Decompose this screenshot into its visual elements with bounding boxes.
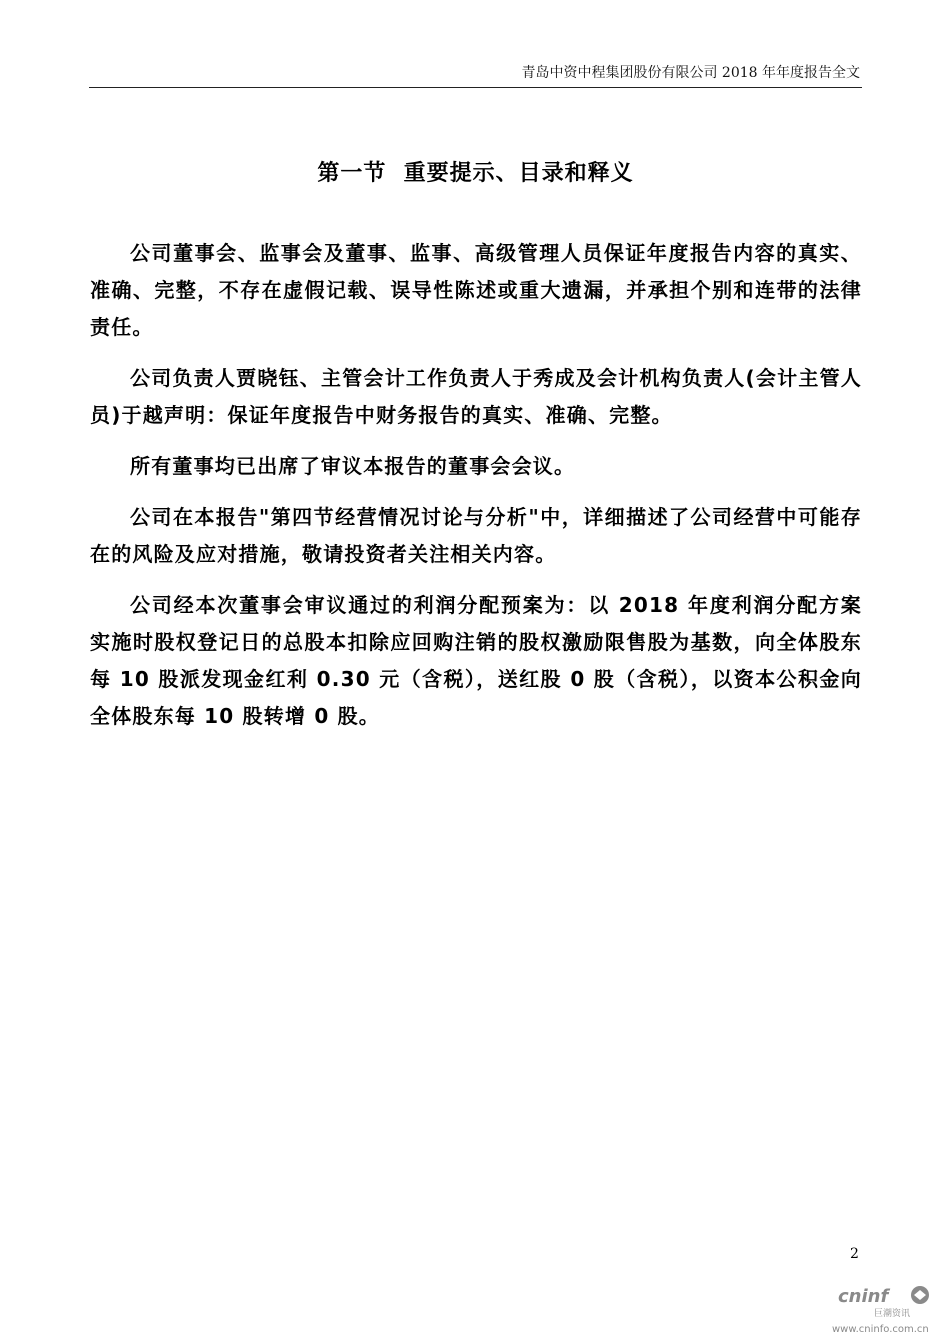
- cninfo-watermark-logo: [830, 1280, 940, 1336]
- paragraph-board-guarantee: 公司董事会、监事会及董事、监事、高级管理人员保证年度报告内容的真实、准确、完整，不存在虚假记载、误导性陈述或重大遗漏，并承担个别和连带的法律责任。: [90, 241, 862, 339]
- paragraph-profit-distribution: 公司经本次董事会审议通过的利润分配预案为：以 2018 年度利润分配方案实施时股权登记日的总股本扣除应回购注销的股权激励限售股为基数，向全体股东每 10 股派发现金红利 0.30 元（含税），送红股 0 股（含税），以资本公积金向全体股东每 10 股转增 0 股。: [90, 593, 862, 728]
- section-title: 第一节 重要提示、目录和释义: [317, 161, 634, 186]
- watermark-url: www.cninfo.com.cn: [832, 1324, 929, 1335]
- paragraph-risk-notice: 公司在本报告"第四节经营情况讨论与分析"中，详细描述了公司经营中可能存在的风险及应对措施，敬请投资者关注相关内容。: [90, 505, 862, 566]
- body-text: [90, 235, 862, 749]
- watermark-logo-text: cninf: [838, 1286, 889, 1307]
- paragraph-financial-statement-declaration: 公司负责人贾晓钰、主管会计工作负责人于秀成及会计机构负责人(会计主管人员)于越声明：保证年度报告中财务报告的真实、准确、完整。: [90, 366, 862, 427]
- watermark-subtitle: 巨潮资讯: [874, 1309, 911, 1319]
- page-number: 2: [850, 1246, 859, 1262]
- running-header: 青岛中资中程集团股份有限公司 2018 年年度报告全文: [521, 65, 860, 81]
- header-divider: [89, 87, 862, 88]
- paragraph-board-attendance: 所有董事均已出席了审议本报告的董事会会议。: [130, 454, 576, 478]
